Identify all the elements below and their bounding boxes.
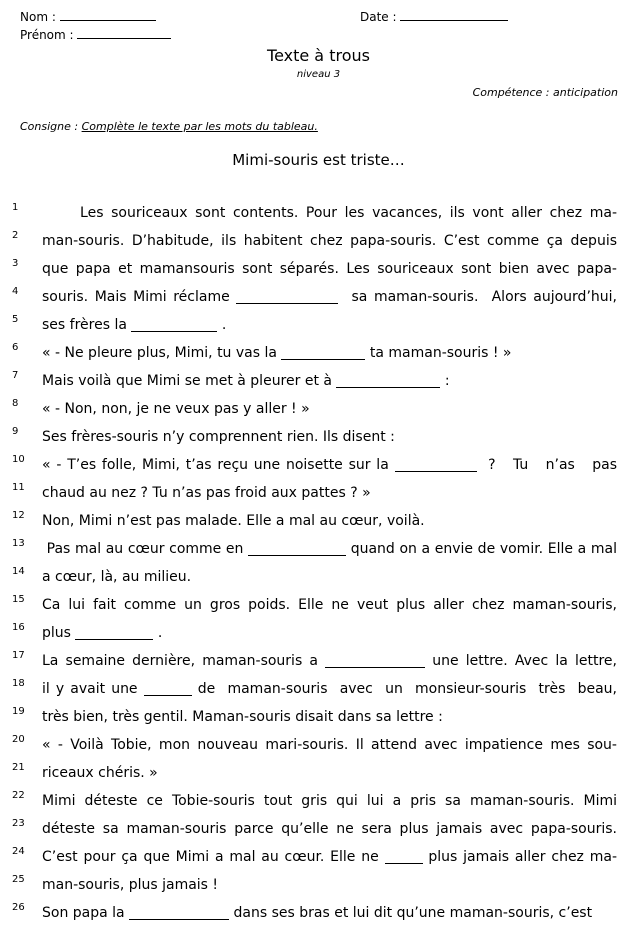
text-line — [42, 371, 617, 391]
date-label: Date : — [360, 10, 397, 24]
line-number: 15 — [12, 594, 25, 605]
line-number: 5 — [12, 314, 19, 325]
date-blank[interactable] — [400, 8, 508, 21]
line-number: 14 — [12, 566, 25, 577]
text-segment: il y avait une — [42, 681, 144, 697]
consigne-text: Complète le texte par les mots du tableau. — [81, 120, 318, 133]
line-number: 22 — [12, 790, 25, 801]
text-segment: . — [217, 317, 227, 333]
level-label: niveau 3 — [296, 69, 341, 80]
text-line — [42, 259, 617, 279]
nom-label: Nom : — [20, 10, 56, 24]
line-number: 8 — [12, 398, 19, 409]
nom-blank[interactable] — [60, 8, 156, 21]
text-segment: ? Tu n’as pas — [476, 457, 617, 473]
line-number: 13 — [12, 538, 25, 549]
text-segment: déteste sa maman-souris parce qu’elle ne sera plus jamais avec papa-souris. — [42, 821, 617, 837]
prenom-field[interactable] — [20, 26, 171, 42]
line-number: 4 — [12, 286, 19, 297]
text-segment: une lettre. Avec la lettre, — [425, 653, 617, 669]
line-number: 18 — [12, 678, 25, 689]
line-number: 3 — [12, 258, 19, 269]
line-number: 26 — [12, 902, 25, 913]
text-segment: « - T’es folle, Mimi, t’as reçu une noisette sur la — [42, 457, 395, 473]
date-field[interactable] — [360, 8, 508, 24]
text-segment: Les souriceaux sont contents. Pour les vacances, ils vont aller chez ma- — [42, 205, 617, 221]
text-segment: C’est pour ça que Mimi a mal au cœur. Elle ne — [42, 849, 385, 865]
fill-in-blank[interactable] — [385, 849, 423, 864]
text-line — [42, 231, 617, 251]
line-number: 12 — [12, 510, 25, 521]
fill-in-blank[interactable] — [395, 457, 477, 472]
text-segment: Ses frères-souris n’y comprennent rien. Ils disent : — [42, 429, 395, 445]
text-line — [42, 567, 617, 587]
text-segment: plus — [42, 625, 76, 641]
text-segment: La semaine dernière, maman-souris a — [42, 653, 326, 669]
text-line — [42, 315, 617, 335]
line-number: 17 — [12, 650, 25, 661]
text-line — [42, 903, 617, 923]
text-segment: Non, Mimi n’est pas malade. Elle a mal au cœur, voilà. — [42, 513, 425, 529]
line-number: 16 — [12, 622, 25, 633]
line-number: 20 — [12, 734, 25, 745]
text-segment: riceaux chéris. » — [42, 765, 158, 781]
text-line — [42, 595, 617, 615]
text-segment: man-souris. D’habitude, ils habitent chez papa-souris. C’est comme ça depuis — [42, 233, 617, 249]
competence-label: Compétence : anticipation — [472, 86, 618, 99]
fill-in-blank[interactable] — [336, 373, 440, 388]
line-number: 21 — [12, 762, 25, 773]
line-number: 10 — [12, 454, 25, 465]
text-line — [42, 203, 617, 223]
line-number: 2 — [12, 230, 19, 241]
text-segment: dans ses bras et lui dit qu’une maman-souris, c’est — [229, 905, 593, 921]
text-line — [42, 539, 617, 559]
text-segment: Ca lui fait comme un gros poids. Elle ne veut plus aller chez maman-souris, — [42, 597, 617, 613]
text-segment: : — [440, 373, 450, 389]
consigne — [20, 120, 318, 133]
line-number: 25 — [12, 874, 25, 885]
text-line — [42, 343, 617, 363]
text-segment: quand on a envie de vomir. Elle a mal — [346, 541, 617, 557]
text-line — [42, 847, 617, 867]
line-number: 19 — [12, 706, 25, 717]
fill-in-blank[interactable] — [248, 541, 346, 556]
text-segment: a cœur, là, au milieu. — [42, 569, 192, 585]
text-segment: très bien, très gentil. Maman-souris disait dans sa lettre : — [42, 709, 443, 725]
fill-in-blank[interactable] — [75, 625, 153, 640]
text-line — [42, 511, 617, 531]
text-segment: sa maman-souris. Alors aujourd’hui, — [338, 289, 617, 305]
text-line — [42, 819, 617, 839]
text-segment: « - Voilà Tobie, mon nouveau mari-souris. Il attend avec impatience mes sou- — [42, 737, 617, 753]
prenom-label: Prénom : — [20, 28, 74, 42]
line-number: 9 — [12, 426, 19, 437]
text-line — [42, 287, 617, 307]
text-line — [42, 483, 617, 503]
text-segment: Mimi déteste ce Tobie-souris tout gris qui lui a pris sa maman-souris. Mimi — [42, 793, 617, 809]
consigne-label: Consigne : — [20, 120, 79, 133]
fill-in-blank[interactable] — [131, 317, 217, 332]
nom-field[interactable] — [20, 8, 156, 24]
fill-in-blank[interactable] — [325, 653, 425, 668]
story-title: Mimi-souris est triste… — [232, 151, 405, 169]
text-segment: « - Ne pleure plus, Mimi, tu vas la — [42, 345, 282, 361]
text-segment: Pas mal au cœur comme en — [42, 541, 249, 557]
prenom-blank[interactable] — [77, 26, 171, 39]
line-number: 1 — [12, 202, 19, 213]
line-number: 6 — [12, 342, 19, 353]
text-line — [42, 427, 617, 447]
line-number: 11 — [12, 482, 25, 493]
page-title: Texte à trous — [267, 46, 370, 65]
text-segment: chaud au nez ? Tu n’as pas froid aux pattes ? » — [42, 485, 371, 501]
line-number: 7 — [12, 370, 19, 381]
text-segment: ses frères la — [42, 317, 132, 333]
text-segment: que papa et mamansouris sont séparés. Les souriceaux sont bien avec papa- — [42, 261, 617, 277]
line-number: 24 — [12, 846, 25, 857]
text-line — [42, 623, 617, 643]
text-segment: de maman-souris avec un monsieur-souris très beau, — [191, 681, 617, 697]
text-line — [42, 399, 617, 419]
fill-in-blank[interactable] — [281, 345, 365, 360]
text-segment: plus jamais aller chez ma- — [422, 849, 617, 865]
text-segment: . — [153, 625, 163, 641]
text-line — [42, 455, 617, 475]
text-line — [42, 735, 617, 755]
text-line — [42, 679, 617, 699]
text-line — [42, 651, 617, 671]
fill-in-blank[interactable] — [236, 289, 338, 304]
line-number: 23 — [12, 818, 25, 829]
fill-in-blank[interactable] — [144, 681, 192, 696]
text-segment: man-souris, plus jamais ! — [42, 877, 219, 893]
text-segment: ta maman-souris ! » — [365, 345, 512, 361]
text-line — [42, 875, 617, 895]
text-line — [42, 707, 617, 727]
text-segment: souris. Mais Mimi réclame — [42, 289, 237, 305]
fill-in-blank[interactable] — [129, 905, 229, 920]
text-segment: Son papa la — [42, 905, 130, 921]
text-line — [42, 791, 617, 811]
text-line — [42, 763, 617, 783]
text-segment: « - Non, non, je ne veux pas y aller ! » — [42, 401, 310, 417]
text-segment: Mais voilà que Mimi se met à pleurer et à — [42, 373, 337, 389]
